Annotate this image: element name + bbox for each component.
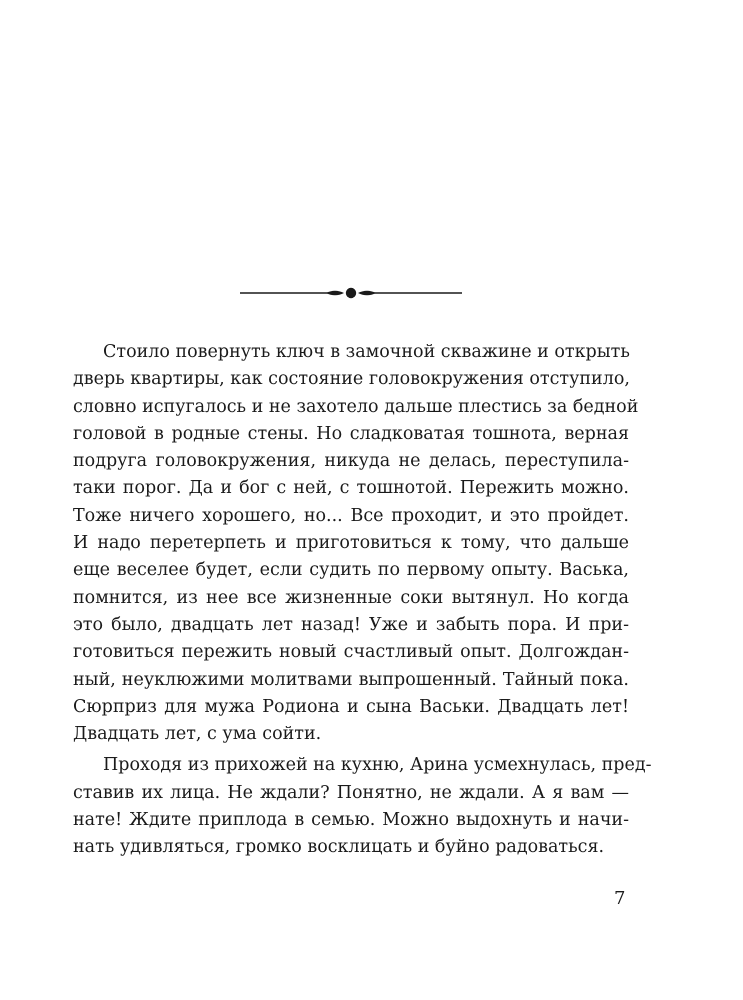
text-line: головой в родные стены. Но сладковатая тошнота, верная xyxy=(73,423,629,444)
paragraph-1 xyxy=(73,339,639,748)
text-line: нать удивляться, громко восклицать и буйно радоваться. xyxy=(73,837,605,858)
text-line: еще веселее будет, если судить по первому опыту. Васька, xyxy=(73,560,629,581)
text-line: Двадцать лет, с ума сойти. xyxy=(73,724,322,745)
text-line: Тоже ничего хорошего, но... Все проходит, и это пройдет. xyxy=(73,505,629,526)
text-line: Проходя из прихожей на кухню, Арина усмехнулась, пред- xyxy=(103,755,652,776)
text-line: словно испугалось и не захотело дальше плестись за бедной xyxy=(73,396,639,417)
text-line: готовиться пережить новый счастливый опыт. Долгождан- xyxy=(73,642,629,663)
text-line: подруга головокружения, никуда не делась, переступила- xyxy=(73,451,629,472)
page-number: 7 xyxy=(614,888,626,909)
text-line: нате! Ждите приплода в семью. Можно выдохнуть и начи- xyxy=(73,810,629,831)
text-line: помнится, из нее все жизненные соки вытянул. Но когда xyxy=(73,587,629,608)
text-line: таки порог. Да и бог с ней, с тошнотой. Пережить можно. xyxy=(73,478,629,499)
body-text xyxy=(73,339,652,862)
ornament-divider xyxy=(240,283,462,303)
text-line: И надо перетерпеть и приготовиться к тому, что дальше xyxy=(73,533,629,554)
text-line: ставив их лица. Не ждали? Понятно, не ждали. А я вам — xyxy=(73,782,629,803)
paragraph-2 xyxy=(73,752,652,861)
text-line: Стоило повернуть ключ в замочной скважине и открыть xyxy=(103,342,630,362)
text-line: дверь квартиры, как состояние головокружения отступило, xyxy=(73,369,630,390)
text-line: ный, неуклюжими молитвами выпрошенный. Тайный пока. xyxy=(73,669,629,690)
text-line: это было, двадцать лет назад! Уже и забыть пора. И при- xyxy=(73,614,629,635)
text-line: Сюрприз для мужа Родиона и сына Васьки. Двадцать лет! xyxy=(73,696,629,717)
